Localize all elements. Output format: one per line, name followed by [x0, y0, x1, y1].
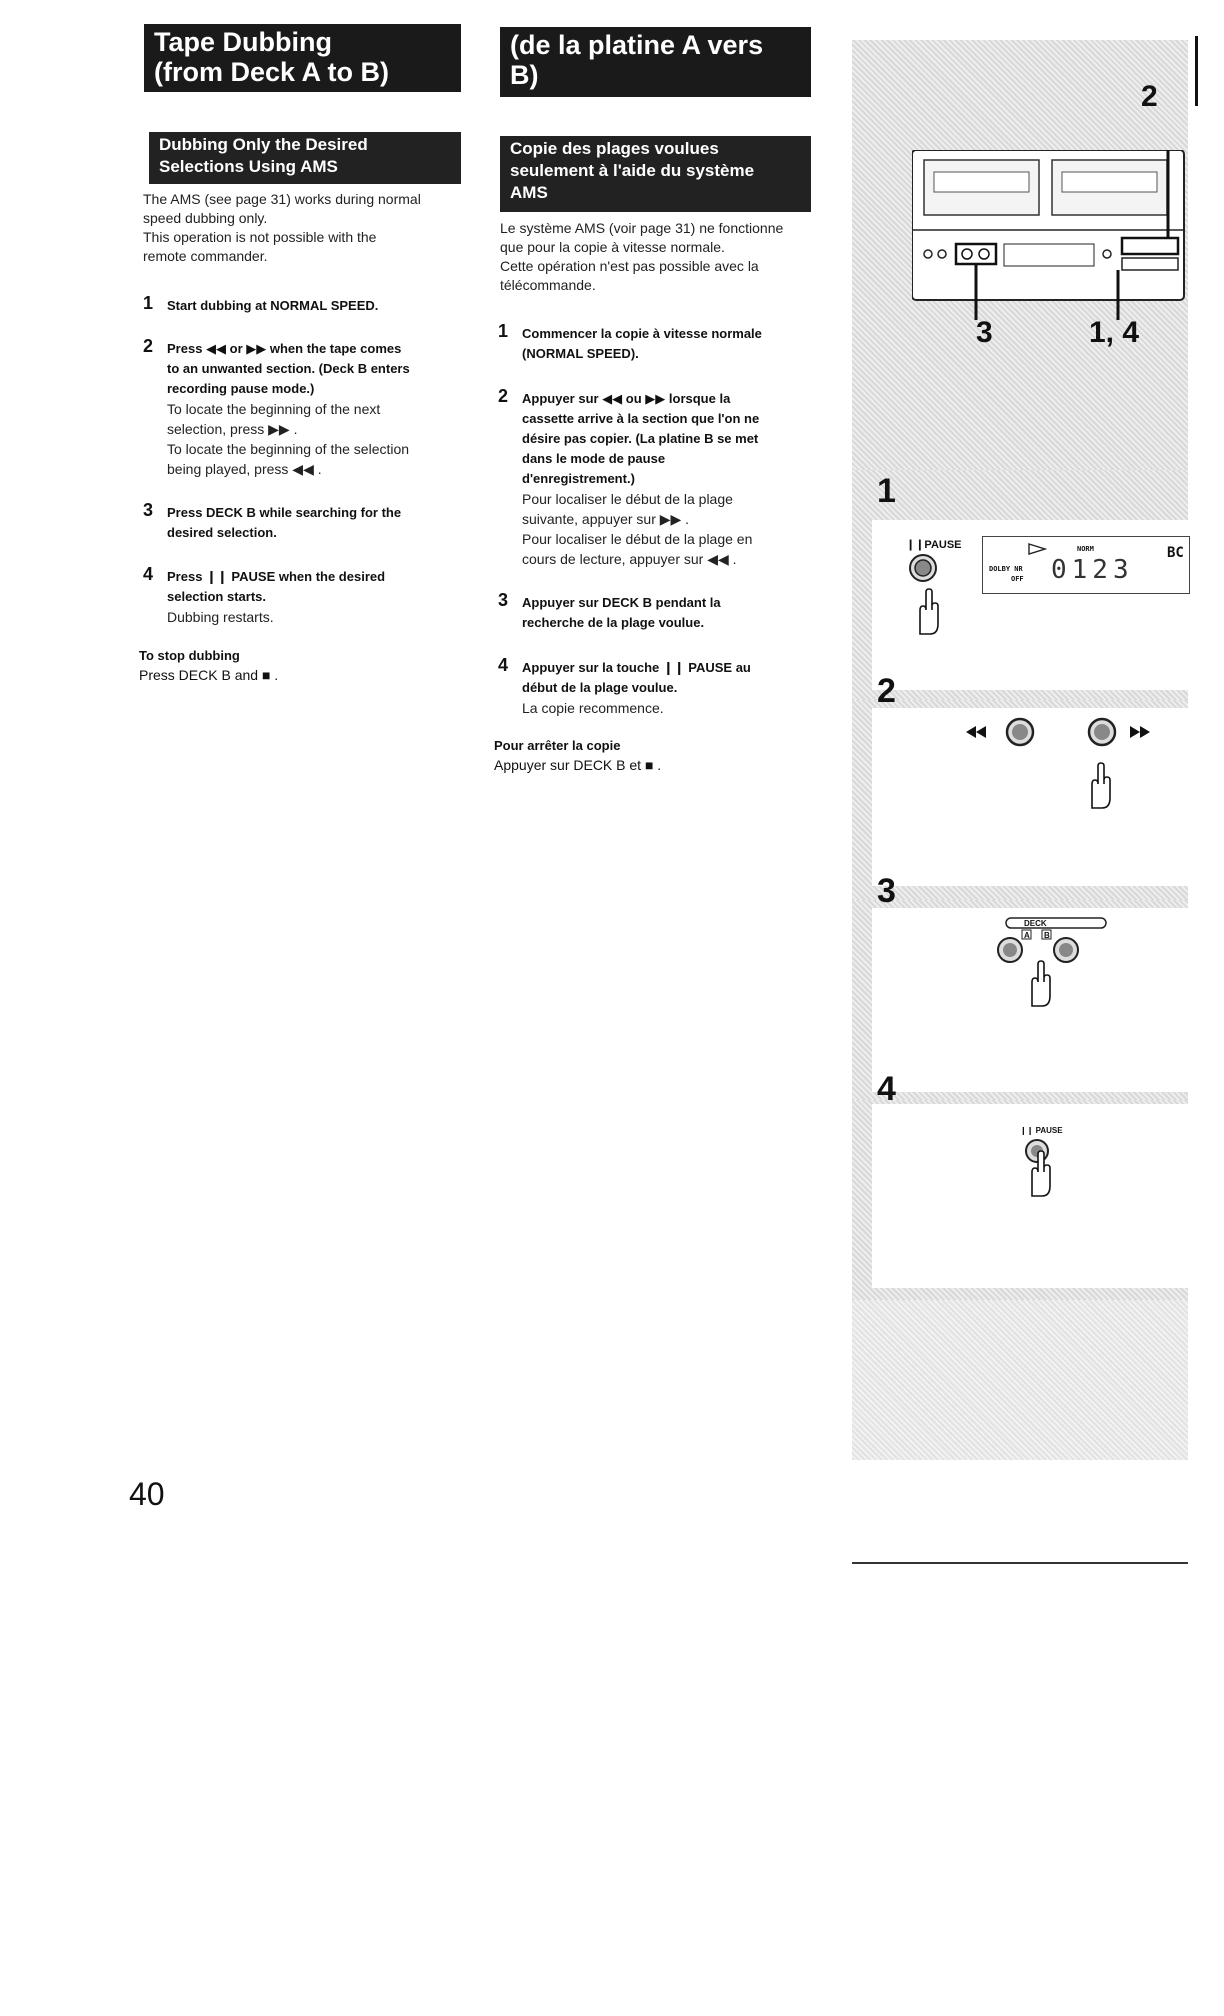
french-title-line-2: B) [510, 60, 539, 90]
step-instruction: cassette arrive à la section que l'on ne [522, 411, 760, 426]
illustration-step-1-label: 1 [877, 472, 896, 510]
english-subtitle-line-1: Dubbing Only the Desired [159, 135, 368, 154]
step-number: 3 [143, 500, 154, 520]
display-dolby: DOLBY NR [989, 565, 1023, 573]
english-intro-line: remote commander. [143, 248, 268, 264]
english-stop-text: Press DECK B and ■ . [139, 667, 279, 683]
deck-a-label: A [1024, 931, 1030, 940]
illustration-strip [852, 40, 1188, 1580]
french-intro-line: Cette opération n'est pas possible avec la [500, 258, 759, 274]
step-instruction: Commencer la copie à vitesse normale [522, 326, 762, 341]
english-subtitle [149, 132, 461, 184]
pointing-hand-icon [1022, 960, 1058, 1010]
step-instruction: Press ❙❙ PAUSE when the desired [167, 569, 386, 584]
bottom-noise-panel [852, 1300, 1188, 1460]
french-subtitle-line-3: AMS [510, 183, 548, 202]
step-instruction: Appuyer sur ◀◀ ou ▶▶ lorsque la [522, 391, 731, 406]
page-number: 40 [129, 1476, 165, 1512]
fast-forward-button-icon [1082, 712, 1162, 752]
french-stop-title: Pour arrêter la copie [494, 738, 621, 753]
english-intro-line: The AMS (see page 31) works during normal [143, 191, 421, 207]
step-note: Pour localiser le début de la plage en [522, 531, 753, 547]
french-title [500, 27, 811, 97]
step-instruction: to an unwanted section. (Deck B enters [167, 361, 410, 376]
step-instruction: Start dubbing at NORMAL SPEED. [167, 298, 379, 313]
step-instruction: début de la plage voulue. [522, 680, 678, 695]
step-instruction: Press DECK B while searching for the [167, 505, 402, 520]
french-stop-text: Appuyer sur DECK B et ■ . [494, 757, 662, 773]
step-note: suivante, appuyer sur ▶▶ . [522, 511, 690, 527]
french-intro-line: télécommande. [500, 277, 596, 293]
pause-button-icon [907, 552, 939, 584]
step-instruction: (NORMAL SPEED). [522, 346, 639, 361]
callout-3: 3 [976, 316, 993, 349]
illustration-step-2-label: 2 [877, 672, 896, 710]
step-note: To locate the beginning of the next [167, 401, 381, 417]
french-subtitle [500, 136, 811, 212]
pause-label-small: ❙❙ PAUSE [1020, 1126, 1063, 1135]
pause-label: ❙❙PAUSE [906, 539, 962, 551]
step-instruction: Appuyer sur la touche ❙❙ PAUSE au [522, 660, 751, 675]
french-title-line-1: (de la platine A vers [510, 30, 764, 60]
step-instruction: dans le mode de pause [522, 451, 666, 466]
illustration-step-4-label: 4 [877, 1070, 896, 1108]
english-subtitle-line-2: Selections Using AMS [159, 157, 338, 176]
french-subtitle-line-1: Copie des plages voulues [510, 139, 719, 158]
step-instruction: Press ◀◀ or ▶▶ when the tape comes [167, 341, 402, 356]
french-intro-line: Le système AMS (voir page 31) ne fonctionne [500, 220, 784, 236]
callout-2: 2 [1141, 80, 1158, 113]
step-note: selection, press ▶▶ . [167, 421, 298, 437]
display-counter: 0123 [1051, 555, 1134, 585]
pointing-hand-icon [1022, 1150, 1058, 1200]
step-number: 2 [498, 386, 509, 406]
bottom-rule [852, 1562, 1188, 1564]
pointing-hand-icon [910, 588, 946, 638]
english-stop-title: To stop dubbing [139, 648, 240, 663]
display-bc: BC [1167, 545, 1184, 561]
step-note: To locate the beginning of the selection [167, 441, 410, 457]
english-title-line-1: Tape Dubbing [154, 27, 332, 57]
step-note: being played, press ◀◀ . [167, 461, 322, 477]
step-number: 4 [143, 564, 154, 584]
step-number: 4 [498, 655, 509, 675]
step-number: 3 [498, 590, 509, 610]
english-title-line-2: (from Deck A to B) [154, 57, 390, 87]
illustration-step-3-label: 3 [877, 872, 896, 910]
step-number: 1 [143, 293, 154, 313]
english-title [144, 24, 461, 92]
step-instruction: desired selection. [167, 525, 277, 540]
step-number: 2 [143, 336, 154, 356]
french-intro-line: que pour la copie à vitesse normale. [500, 239, 725, 255]
step-instruction: recherche de la plage voulue. [522, 615, 705, 630]
french-intro [500, 219, 783, 295]
step-instruction: désire pas copier. (La platine B se met [522, 431, 759, 446]
english-intro-line: speed dubbing only. [143, 210, 268, 226]
step-instruction: selection starts. [167, 589, 266, 604]
tape-counter-display [982, 536, 1190, 594]
right-edge-bar [1195, 36, 1198, 106]
deck-label: DECK [1024, 919, 1047, 928]
step-note: cours de lecture, appuyer sur ◀◀ . [522, 551, 737, 567]
english-intro [143, 190, 421, 266]
step-instruction: recording pause mode.) [167, 381, 315, 396]
english-intro-line: This operation is not possible with the [143, 229, 377, 245]
deck-buttons-illustration [992, 916, 1112, 966]
step-note: Dubbing restarts. [167, 609, 274, 625]
pointing-hand-icon [1082, 762, 1118, 812]
step-note: La copie recommence. [522, 700, 664, 716]
step-instruction: Appuyer sur DECK B pendant la [522, 595, 721, 610]
display-norm: NORM [1077, 545, 1094, 553]
callout-1-4: 1, 4 [1089, 316, 1140, 349]
rewind-button-icon [962, 712, 1042, 752]
french-subtitle-line-2: seulement à l'aide du système [510, 161, 755, 180]
step-note: Pour localiser le début de la plage [522, 491, 733, 507]
display-off: OFF [1011, 575, 1024, 583]
deck-b-label: B [1044, 931, 1050, 940]
play-indicator-icon [1027, 543, 1047, 555]
cassette-deck-illustration [912, 150, 1192, 330]
step-number: 1 [498, 321, 509, 341]
step-instruction: d'enregistrement.) [522, 471, 635, 486]
